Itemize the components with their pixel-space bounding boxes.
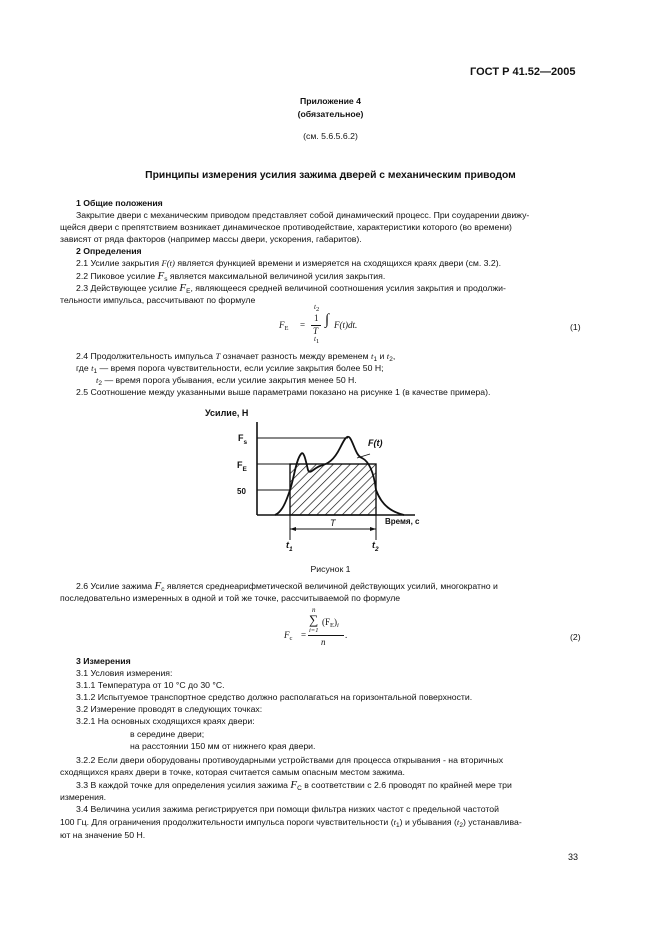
item-3-4: 3.4 Величина усилия зажима регистрируется при помощи фильтра низких частот с предельной частотой — [76, 804, 499, 814]
definition-2-2: 2.2 Пиковое усилие $F_s$ является максимальной величиной усилия закрытия. — [76, 270, 386, 283]
item-3-2: 3.2 Измерение проводят в следующих точках: — [76, 704, 263, 714]
section-1-line-3: зависят от ряда факторов (например массы двери, ускорения, габаритов). — [60, 234, 362, 244]
item-3-1: 3.1 Условия измерения: — [76, 668, 173, 678]
appendix-title: Приложение 4 — [299, 96, 362, 106]
where-t2: $t_2$ — время порога убывания, если усилие закрытия менее 50 Н. — [96, 375, 357, 387]
ft-label: F(t) — [368, 438, 383, 448]
item-3-2-1-a: в середине двери; — [130, 729, 205, 739]
definition-2-3-cont: тельности импульса, рассчитывают по формуле — [60, 295, 256, 305]
page-number: 33 — [568, 852, 579, 862]
appendix-reference: (см. 5.6.5.6.2) — [303, 131, 358, 141]
t1-label: $t_1$ — [286, 540, 293, 552]
definition-2-3: 2.3 Действующее усилие $F_E$, являющееся средней величиной соотношения усилия закрытия и продолжи- — [76, 282, 506, 295]
duration-label: T — [330, 518, 336, 528]
where-t1: где $t_1$ — время порога чувствительности, если усилие закрытия более 50 Н; — [76, 363, 384, 375]
item-3-2-1-b: на расстоянии 150 мм от нижнего края двери. — [130, 741, 316, 751]
section-3-heading: 3 Измерения — [76, 656, 131, 666]
threshold-50-label: 50 — [237, 487, 246, 496]
fraction-bar — [308, 635, 344, 636]
effective-force-area — [290, 464, 376, 515]
section-2-heading: 2 Определения — [76, 246, 142, 256]
formula-1-number: (1) — [570, 322, 581, 332]
figure-1-force-time-diagram — [200, 402, 440, 552]
definition-2-6-cont: последовательно измеренных в одной и той же точке, рассчитываемой по формуле — [60, 593, 401, 603]
fs-label: $F_s$ — [238, 433, 248, 446]
main-title: Принципы измерения усилия зажима дверей с механическим приводом — [145, 170, 516, 181]
item-3-3: 3.3 В каждой точке для определения усилия зажима $F_C$ в соответствии с 2.6 проводят по крайней мере три — [76, 779, 512, 792]
item-3-4-cont-1: 100 Гц. Для ограничения продолжительности импульса пороги чувствительности $(t_1)$ и убывания $(t_2)$ устанавлива- — [60, 817, 522, 829]
standard-number: ГОСТ Р 41.52—2005 — [470, 66, 576, 78]
item-3-2-2-cont: сходящихся краях двери в точке, которая считается самым опасным местом зажима. — [60, 767, 405, 777]
section-1-heading: 1 Общие положения — [76, 198, 163, 208]
item-3-2-1: 3.2.1 На основных сходящихся краях двери: — [76, 716, 255, 726]
item-3-3-cont: измерения. — [60, 792, 107, 802]
item-3-1-1: 3.1.1 Температура от 10 °С до 30 °С. — [76, 680, 225, 690]
definition-2-4: 2.4 Продолжительность импульса T означает разность между временем $t_1$ и $t_2$, — [76, 351, 396, 363]
t2-label: $t_2$ — [372, 540, 379, 552]
item-3-4-cont-2: ют на значение 50 Н. — [60, 830, 146, 840]
item-3-2-2: 3.2.2 Если двери оборудованы противоударными устройствами для процесса открывания - на вторичных — [76, 755, 504, 765]
fe-label: $F_E$ — [237, 460, 247, 473]
x-axis-label: Время, с — [385, 517, 420, 526]
y-axis-label: Усилие, Н — [205, 408, 249, 418]
section-1-line-2: щейся двери с препятствием возникает динамическое противодействие, характеристики которого (во времени) — [60, 222, 512, 232]
appendix-status: (обязательное) — [297, 109, 364, 119]
formula-2-number: (2) — [570, 632, 581, 642]
item-3-1-2: 3.1.2 Испытуемое транспортное средство должно располагаться на горизонтальной поверхности. — [76, 692, 473, 702]
figure-caption: Рисунок 1 — [310, 564, 351, 574]
definition-2-1: 2.1 Усилие закрытия F(t) является функцией времени и измеряется на сходящихся краях двери (см. 3.2). — [76, 258, 502, 268]
section-1-line-1: Закрытие двери с механическим приводом представляет собой динамический процесс. При соударении движу- — [76, 210, 530, 220]
definition-2-5: 2.5 Соотношение между указанными выше параметрами показано на рисунке 1 (в качестве примера). — [76, 387, 491, 397]
definition-2-6: 2.6 Усилие зажима $F_c$ является среднеарифметической величиной действующих усилий, многократно и — [76, 580, 498, 593]
